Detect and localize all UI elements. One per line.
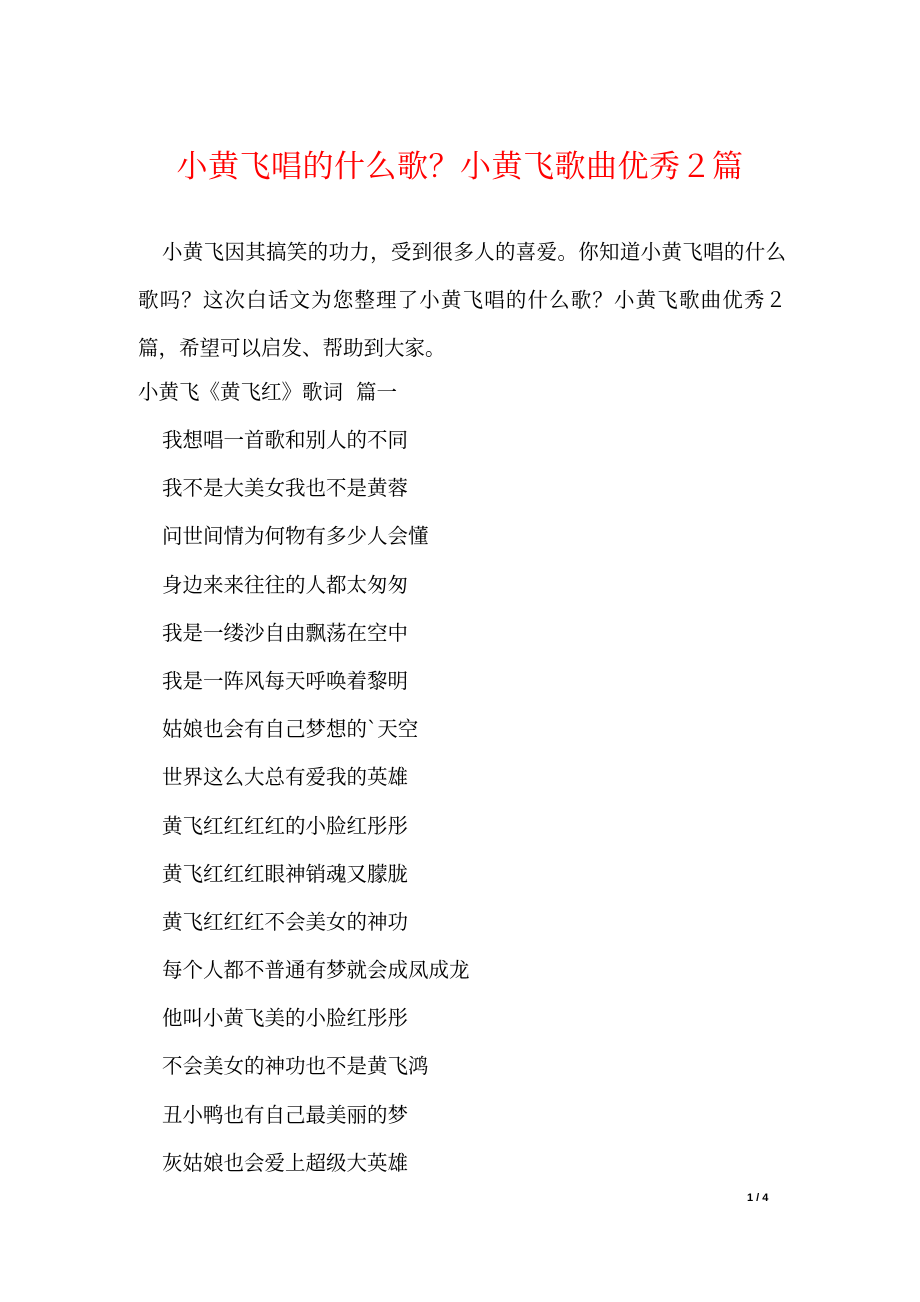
lyric-line: 丑小鸭也有自己最美丽的梦 bbox=[162, 1102, 408, 1127]
lyric-line: 灰姑娘也会爱上超级大英雄 bbox=[162, 1150, 408, 1175]
lyric-line: 黄飞红红红眼神销魂又朦胧 bbox=[162, 861, 408, 886]
lyric-line: 我是一缕沙自由飘荡在空中 bbox=[162, 620, 408, 645]
lyric-line: 黄飞红红红红的小脸红彤彤 bbox=[162, 813, 408, 838]
lyric-line: 他叫小黄飞美的小脸红彤彤 bbox=[162, 1006, 408, 1031]
lyric-line: 身边来来往往的人都太匆匆 bbox=[162, 572, 408, 597]
lyric-line: 问世间情为何物有多少人会懂 bbox=[162, 524, 429, 549]
lyric-line: 不会美女的神功也不是黄飞鸿 bbox=[162, 1054, 429, 1079]
intro-paragraph: 小黄飞因其搞笑的功力，受到很多人的喜爱。你知道小黄飞唱的什么歌吗？这次白话文为您整理了小黄飞唱的什么歌？小黄飞歌曲优秀２篇，希望可以启发、帮助到大家。 bbox=[138, 240, 786, 360]
section-heading: 小黄飞《黄飞红》歌词 篇一 bbox=[138, 380, 398, 404]
lyric-line: 我是一阵风每天呼唤着黎明 bbox=[162, 668, 408, 693]
lyrics-list bbox=[162, 416, 470, 1187]
lyric-line: 我想唱一首歌和别人的不同 bbox=[162, 428, 408, 452]
lyric-line: 黄飞红红红不会美女的神功 bbox=[162, 909, 408, 934]
lyric-line: 姑娘也会有自己梦想的`天空 bbox=[162, 717, 419, 742]
lyric-line: 我不是大美女我也不是黄蓉 bbox=[162, 476, 408, 501]
lyric-line: 世界这么大总有爱我的英雄 bbox=[162, 765, 408, 790]
document-title: 小黄飞唱的什么歌？小黄飞歌曲优秀２篇 bbox=[176, 149, 744, 185]
page-number: 1 / 4 bbox=[747, 1192, 769, 1204]
lyric-line: 每个人都不普通有梦就会成凤成龙 bbox=[162, 958, 470, 983]
